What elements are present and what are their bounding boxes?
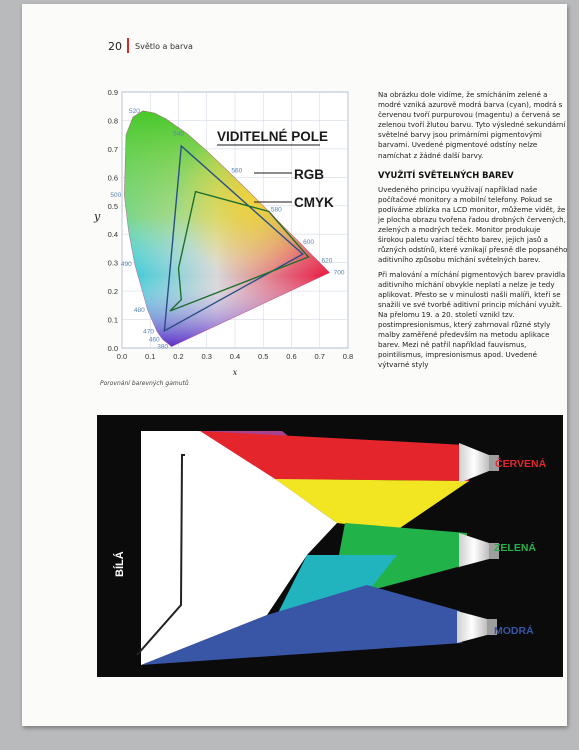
y-tick-label: 0.7 [107, 144, 118, 154]
wavelength-label: 700 [333, 269, 345, 277]
label-rgb: RGB [294, 167, 324, 182]
x-tick-label: 0.8 [342, 352, 354, 361]
y-tick-label: 0.0 [107, 344, 118, 353]
label-visible-gamut: VIDITELNÉ POLE [217, 129, 329, 144]
label-blue: MODRÁ [494, 625, 534, 637]
wavelength-label: 600 [303, 238, 314, 246]
wavelength-label: 540 [173, 130, 184, 138]
x-tick-label: 0.2 [173, 352, 184, 361]
y-tick-label: 0.9 [107, 88, 118, 97]
section-heading: VYUŽITÍ SVĚTELNÝCH BAREV [378, 169, 514, 180]
y-axis-label: y [94, 210, 101, 223]
label-red: ČERVENÁ [495, 458, 547, 470]
wavelength-label: 480 [133, 307, 145, 315]
label-green: ZELENÁ [494, 542, 536, 554]
header-accent-bar [127, 38, 129, 53]
y-tick-label: 0.2 [107, 287, 118, 297]
wavelength-label: 520 [129, 107, 140, 115]
x-tick-label: 0.1 [145, 352, 156, 361]
wavelength-label: 500 [110, 191, 122, 199]
paragraph-2: Při malování a míchání pigmentových barev pravidla aditivního míchání obvykle neplatí a nelze je tedy aplikovat. Přesto se v minulosti našli malíři, kteří se snažili ve své tvorbě aditivní princip míchání využít. Na přelomu 19. a 20. století vznikl tzv. postimpresionismus, který zahrnoval různé styly malby zaměřené především na metodu aplikace barev. Mezi ně patřil například fauvismus, pointilismus, impresionismus apod. Uvedené výtvarné styly [378, 269, 566, 370]
x-tick-label: 0.7 [314, 352, 325, 361]
x-tick-label: 0.5 [258, 352, 269, 361]
wavelength-label: 620 [321, 257, 333, 265]
wavelength-label: 490 [120, 261, 132, 269]
wavelength-label: 380 [157, 343, 169, 351]
y-tick-label: 0.6 [107, 173, 118, 183]
x-tick-label: 0.3 [201, 352, 212, 361]
paragraph-1: Uvedeného principu využívají například naše počítačové monitory a mobilní telefony. Pokud se podíváme zblízka na LCD monitor, můžeme vidět, že je plocha obrazu tvořena řadou drobných červených, zelených a modrých teček. Monitor produkuje širokou paletu variací těchto barev, jejich jasů a různých odstínů, které vznikají přesně dle popsaného aditivního způsobu míchání světelných barev. [378, 184, 567, 265]
article-column [378, 90, 567, 374]
label-cmyk: CMYK [294, 195, 334, 210]
additive-mixing-photo [97, 415, 563, 677]
y-tick-label: 0.4 [107, 230, 118, 240]
x-axis-label: x [232, 368, 238, 377]
x-tick-label: 0.0 [116, 352, 128, 361]
y-tick-label: 0.3 [107, 258, 118, 268]
label-white: BÍLÁ [114, 551, 126, 577]
x-tick-label: 0.6 [286, 352, 297, 361]
intro-paragraph: Na obrázku dole vidíme, že smícháním zelené a modré vzniká azurově modrá barva (cyan), modrá s červenou tvoří purpurovou (magentu) a červená se zelenou tvoří žlutou barvu. Tyto výsledné sekundární světelné barvy jsou primárními pigmentovými barvami. Uvedené pigmentové odstíny nelze namíchat z žádné další barvy. [378, 90, 566, 160]
wavelength-label: 460 [148, 336, 160, 344]
book-page [22, 4, 567, 726]
y-tick-label: 0.1 [107, 315, 118, 325]
y-tick-label: 0.5 [107, 201, 118, 211]
page-number: 20 [108, 40, 122, 53]
wavelength-label: 560 [231, 167, 243, 175]
section-title: Světlo a barva [135, 42, 193, 51]
chromaticity-chart [92, 84, 362, 384]
wavelength-label: 580 [270, 206, 282, 214]
figure-caption: Porovnání barevných gamutů [100, 380, 189, 387]
x-tick-label: 0.4 [229, 352, 241, 361]
wavelength-label: 470 [143, 328, 155, 336]
y-tick-label: 0.8 [107, 116, 118, 126]
